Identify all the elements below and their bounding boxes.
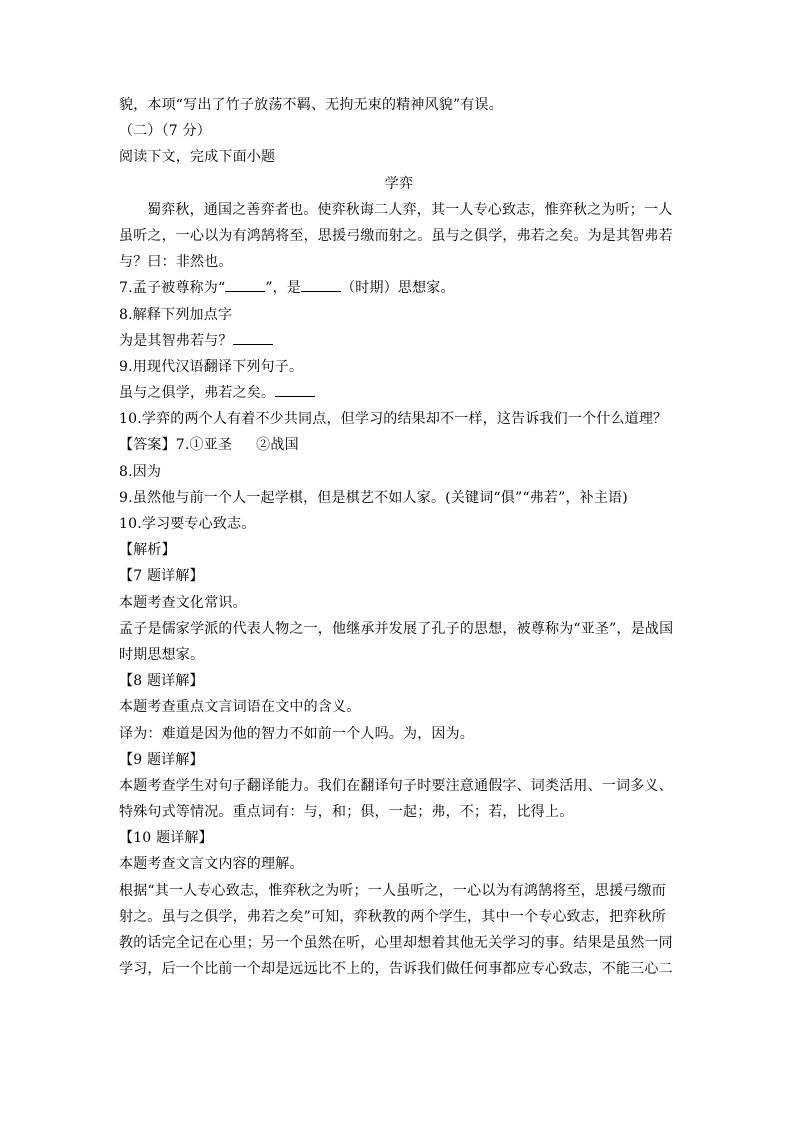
question-7-part3: （时期）思想家。 — [341, 280, 455, 297]
passage-line: 与？曰：非然也。 — [119, 254, 233, 271]
answer-8: 8.因为 — [119, 463, 162, 480]
analysis-text: 译为：难道是因为他的智力不如前一个人吗。为，因为。 — [119, 725, 474, 742]
analysis-text: 时期思想家。 — [119, 646, 205, 663]
question-9-item — [119, 380, 679, 406]
answer-7-part1: 【答案】7.①亚圣 — [119, 437, 233, 454]
analysis-text: 本题考查文化常识。 — [119, 594, 247, 611]
passage-title: 学弈 — [384, 175, 414, 192]
analysis-text: 教的话完全记在心里；另一个虽然在听，心里却想着其他无关学习的事。结果是虽然一同 — [119, 935, 673, 951]
analysis-text: 本题考查文言文内容的理解。 — [119, 856, 304, 873]
analysis-text: 根据“其一人专心致志，惟弈秋之为听；一人虽听之，一心以为有鸿鹄将至，思援弓缴而 — [119, 882, 666, 899]
question-9-text: 虽与之俱学，弗若之矣。 — [119, 385, 276, 402]
question-9: 9.用现代汉语翻译下列句子。 — [119, 358, 304, 375]
answer-blank — [301, 277, 341, 292]
analysis-heading: 【解析】 — [119, 542, 176, 559]
passage-line: 虽听之，一心以为有鸿鹄将至，思援弓缴而射之。虽与之俱学，弗若之矣。为是其智弗若 — [119, 227, 673, 244]
analysis-text: 本题考查重点文言词语在文中的含义。 — [119, 699, 361, 716]
question-7-part2: ”，是 — [265, 280, 302, 297]
answer-blank — [275, 382, 315, 397]
answer-10: 10.学习要专心致志。 — [119, 516, 256, 532]
answer-line — [119, 432, 679, 458]
passage-line: 蜀弈秋，通国之善弈者也。使弈秋诲二人弈，其一人专心致志，惟弈秋之为听；一人 — [147, 201, 673, 218]
detail-heading-7: 【7 题详解】 — [119, 568, 204, 585]
question-8-text: 为是其智弗若与？ — [119, 332, 233, 349]
section-heading: （二）（7 分） — [119, 123, 211, 140]
analysis-text: 孟子是儒家学派的代表人物之一，他继承并发展了孔子的思想，被尊称为“亚圣”，是战国 — [119, 620, 674, 637]
question-10: 10.学弈的两个人有着不少共同点，但学习的结果却不一样，这告诉我们一个什么道理？ — [119, 411, 668, 428]
question-7-part1: 7.孟子被尊称为“ — [119, 280, 226, 297]
question-8-item — [119, 328, 679, 354]
question-7 — [119, 275, 679, 301]
answer-blank — [233, 330, 273, 345]
instruction-line: 阅读下文，完成下面小题 — [119, 149, 276, 166]
analysis-text: 特殊句式等情况。重点词有：与，和；俱，一起；弗，不；若，比得上。 — [119, 804, 574, 821]
analysis-text: 学习，后一个比前一个却是远远比不上的，告诉我们做任何事都应专心致志，不能三心二 — [119, 961, 673, 978]
answer-7-part2: ②战国 — [256, 437, 299, 454]
detail-heading-9: 【9 题详解】 — [119, 751, 204, 768]
analysis-text: 本题考查学生对句子翻译能力。我们在翻译句子时要注意通假字、词类活用、一词多义、 — [119, 777, 673, 794]
text-line: 貌，本项“写出了竹子放荡不羁、无拘无束的精神风貌”有误。 — [119, 97, 503, 113]
document-body — [119, 92, 679, 982]
answer-9: 9.虽然他与前一个人一起学棋，但是棋艺不如人家。(关键词“俱”“弗若”，补主语) — [119, 489, 628, 506]
detail-heading-8: 【8 题详解】 — [119, 673, 204, 690]
detail-heading-10: 【10 题详解】 — [119, 830, 213, 847]
question-8: 8.解释下列加点字 — [119, 306, 233, 323]
analysis-text: 射之。虽与之俱学，弗若之矣”可知，弈秋教的两个学生，其中一个专心致志，把弈秋所 — [119, 908, 666, 925]
answer-blank — [225, 277, 265, 292]
